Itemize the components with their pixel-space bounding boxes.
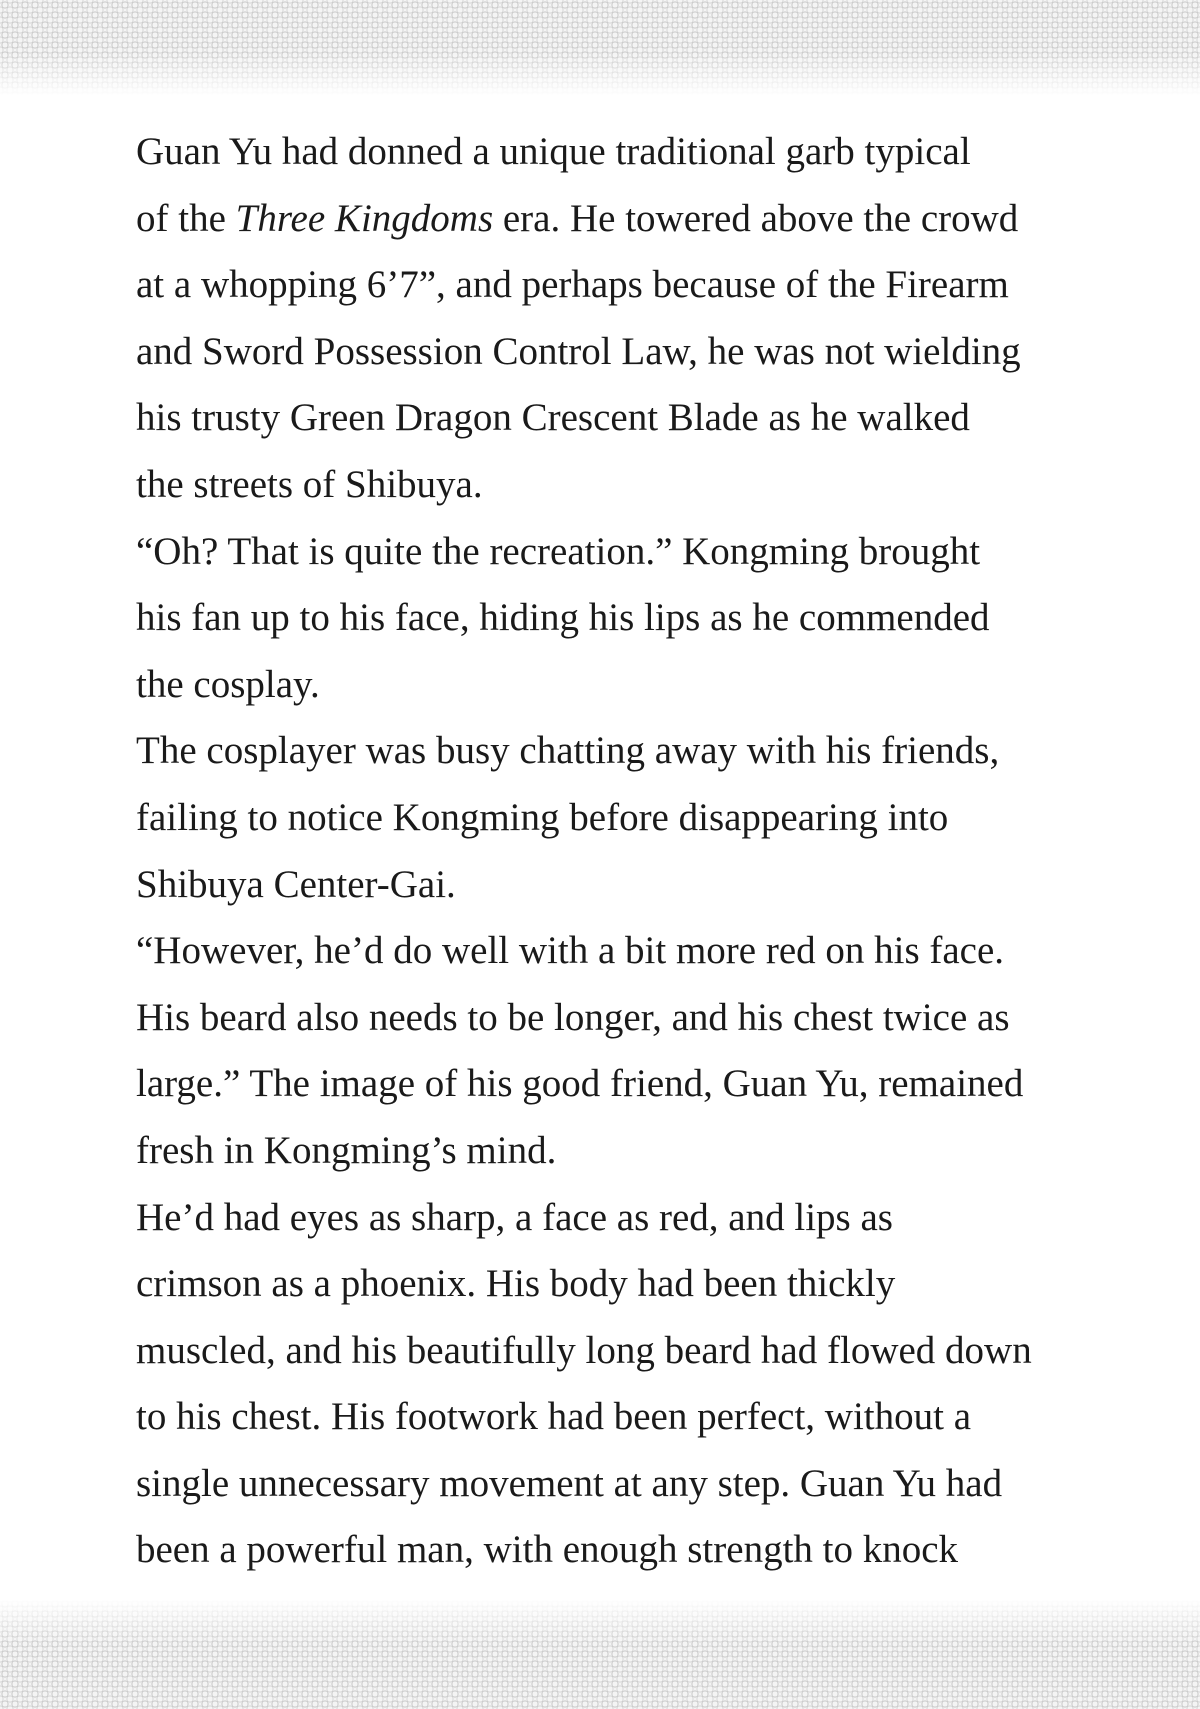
decorative-pattern-top (0, 0, 1200, 96)
text-line: His beard also needs to be longer, and his chest twice as (136, 995, 1010, 1039)
text-line: crimson as a phoenix. His body had been thickly (136, 1262, 896, 1306)
decorative-pattern-bottom (0, 1599, 1200, 1709)
text-line: been a powerful man, with enough strength to knock (136, 1528, 959, 1572)
text-line-start: of the (136, 196, 236, 240)
text-line: Shibuya Center-Gai. (136, 862, 456, 906)
paragraph-4 (102, 918, 1082, 1184)
text-line: “However, he’d do well with a bit more red on his face. (136, 929, 1005, 973)
text-line: and Sword Possession Control Law, he was not wielding (136, 329, 1021, 373)
paragraph-3 (102, 718, 1082, 918)
paragraph-2 (102, 519, 1082, 719)
text-line (102, 186, 1082, 253)
text-line: his fan up to his face, hiding his lips as he commended (136, 596, 990, 640)
text-line: large.” The image of his good friend, Guan Yu, remained (136, 1062, 1024, 1106)
text-line: single unnecessary movement at any step. Guan Yu had (136, 1461, 1003, 1505)
text-line: to his chest. His footwork had been perfect, without a (136, 1395, 972, 1439)
page-text (102, 119, 1082, 1584)
text-line: “Oh? That is quite the recreation.” Kongming brought (136, 529, 981, 573)
text-line-end: era. He towered above the crowd (493, 196, 1019, 240)
paragraph-1 (102, 119, 1082, 519)
text-line: failing to notice Kongming before disappearing into (136, 795, 949, 839)
italic-title: Three Kingdoms (235, 196, 494, 240)
text-line: his trusty Green Dragon Crescent Blade as he walked (136, 396, 970, 440)
text-line: fresh in Kongming’s mind. (136, 1128, 557, 1172)
paragraph-5 (102, 1185, 1082, 1585)
text-line: Guan Yu had donned a unique traditional garb typical (136, 130, 971, 173)
text-line: He’d had eyes as sharp, a face as red, and lips as (136, 1195, 893, 1239)
text-line: the streets of Shibuya. (136, 462, 483, 506)
text-line: at a whopping 6’7”, and perhaps because of the Firearm (136, 263, 1009, 307)
text-line: muscled, and his beautifully long beard had flowed down (136, 1328, 1032, 1372)
text-line: the cosplay. (136, 662, 320, 706)
text-line: The cosplayer was busy chatting away with his friends, (136, 729, 1000, 773)
